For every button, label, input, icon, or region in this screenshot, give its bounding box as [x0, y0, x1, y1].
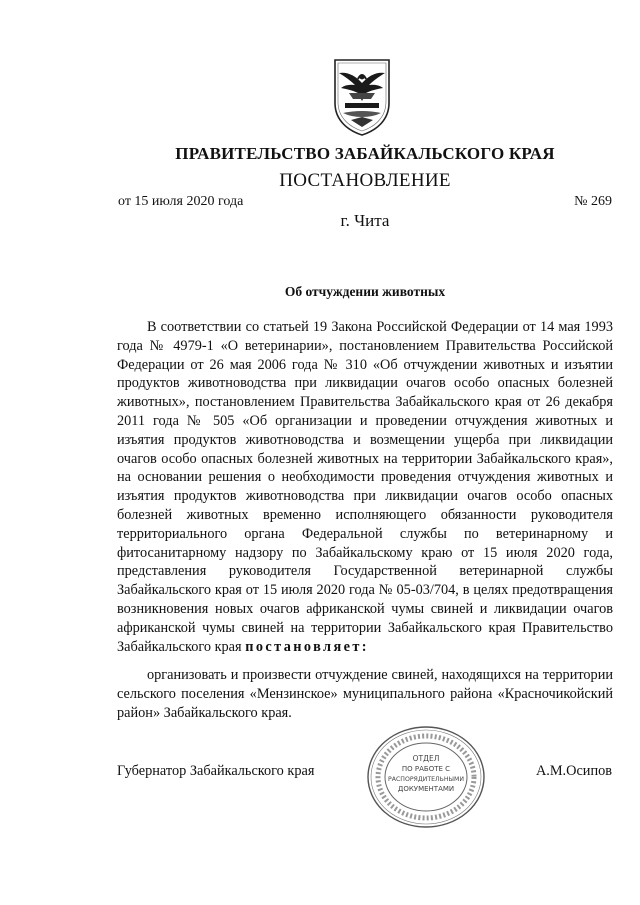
document-date: от 15 июля 2020 года — [118, 194, 244, 209]
stamp-line-1: ОТДЕЛ — [412, 754, 440, 763]
document-city: г. Чита — [340, 211, 390, 230]
signer-name: А.М.Осипов — [535, 763, 612, 779]
official-stamp-icon — [363, 723, 489, 831]
preamble-text: В соответствии со статьей 19 Закона Российской Федерации от 14 мая 1993 года № 4979-1 «О ветеринарии», постановлением Правительства Российской Федерации от 26 мая 2006 года № 310 «Об отчуждении животных и изъятии продуктов животноводства при ликвидации очагов особо опасных болезней животных», постановлением Правительства Забайкальского края от 26 декабря 2011 года № 505 «Об организации и проведении отчуждения животных и изъятия продуктов животноводства и возмещении ущерба при ликвидации очагов особо опасных болезней животных на территории Забайкальского края», на основании решения о необходимости проведения отчуждения животных и изъятия продуктов животноводства при ликвидации очагов особо опасных болезней животных временно исполняющего обязанности руководителя территориального органа Федеральной службы по ветеринарному и фитосанитарному надзору по Забайкальскому краю от 15 июля 2020 года, представления руководителя Государственной ветеринарной службы Забайкальского края от 15 июля 2020 года № 05-03/704, в целях предотвращения возникновения новых очагов африканской чумы свиней и ликвидации очагов африканской чумы свиней на территории Забайкальского края Правительство Забайкальского края — [117, 319, 613, 655]
decree-colon: : — [361, 638, 369, 655]
government-name: ПРАВИТЕЛЬСТВО ЗАБАЙКАЛЬСКОГО КРАЯ — [175, 144, 555, 163]
stamp-line-4: ДОКУМЕНТАМИ — [397, 785, 455, 793]
stamp-line-2: ПО РАБОТЕ С — [401, 765, 451, 773]
document-body — [117, 318, 613, 723]
document-subject: Об отчуждении животных — [284, 284, 446, 299]
decree-word: постановляет — [245, 638, 362, 655]
preamble-paragraph — [117, 318, 613, 656]
decision-paragraph: организовать и произвести отчуждение свиней, находящихся на территории сельского поселения «Мензинское» муниципального района «Красночикойский район» Забайкальского края. — [117, 667, 613, 721]
coat-of-arms-icon — [331, 57, 393, 137]
document-number: № 269 — [574, 194, 612, 209]
signer-role: Губернатор Забайкальского края — [117, 763, 315, 779]
document-type: ПОСТАНОВЛЕНИЕ — [279, 170, 451, 191]
stamp-line-3: РАСПОРЯДИТЕЛЬНЫМИ — [388, 776, 464, 783]
